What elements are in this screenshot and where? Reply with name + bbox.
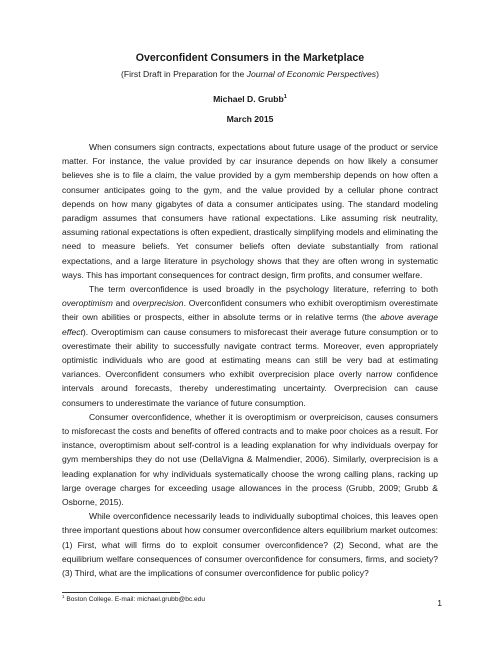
subtitle-journal: Journal of Economic Perspectives (246, 69, 377, 79)
author-name: Michael D. Grubb (213, 94, 284, 104)
footnote-separator (62, 592, 180, 593)
subtitle-text-before: (First Draft in Preparation for the (121, 69, 247, 79)
paragraph-2-text-c: . Overconfident consumers who exhibit overoptimism overestimate their own abilities or prospects, either in absolute terms or in relative terms (the (62, 298, 439, 323)
footnote-mark: 1 (62, 594, 65, 600)
subtitle-text-after: ) (376, 69, 379, 79)
paragraph-2-text-a: The term overconfidence is used broadly in the psychology literature, referring to both (89, 284, 438, 295)
term-above-average-effect: above average effect (62, 312, 438, 337)
paper-subtitle (62, 69, 438, 79)
paragraph-1: When consumers sign contracts, expectations about future usage of the product or service matter. For instance, the value provided by car insurance depends on how likely a consumer believes she is to file a claim, the value provided by a gym membership depends on how often a consumer anticipates going to the gym, and the value provided by a cellular phone contract depends on how many gigabytes of data a consumer anticipates using. The standard modeling paradigm assumes that consumers have rational expectations. Like assuming risk neutrality, assuming rational expectations is often expedient, drastically simplifying models and eliminating the need to measure beliefs. Yet consumer beliefs often deviate substantially from rational expectations, and a large literature in psychology shows that they are often wrong in systematic ways. This has important consequences for contract design, firm profits, and consumer welfare. (62, 142, 438, 280)
paper-title: Overconfident Consumers in the Marketplace (135, 52, 365, 64)
paragraph-2 (62, 282, 438, 410)
author-footnote-mark: 1 (283, 94, 287, 101)
paragraph-2-text-b: and (112, 298, 133, 309)
term-overprecision: overprecision (132, 298, 184, 309)
author-line (62, 94, 438, 104)
term-overoptimism: overoptimism (62, 298, 113, 309)
footnote-text: Boston College. E-mail: michael.grubb@bc.edu (64, 596, 205, 604)
page-number: 1 (437, 598, 442, 608)
paragraph-3: Consumer overconfidence, whether it is overoptimism or overpreicison, causes consumers to misforecast the costs and benefits of offered contracts and to make poor choices as a result. For instance, overoptimism about self-control is a leading explanation for why individuals overpay for gym memberships they do not use (DellaVigna & Malmendier, 2006). Similarly, overprecision is a leading explanation for why individuals systematically choose the wrong calling plans, racking up large overage charges for exceeding usage allowances in the process (Grubb, 2009; Grubb & Osborne, 2015). (62, 411, 438, 508)
paragraph-2-text-d: ). Overoptimism can cause consumers to misforecast their average future consumption or to overestimate their ability to successfully navigate contract terms. Moreover, even appropriately optimistic individuals who are good at estimating means can still be very bad at estimating variances. Overconfident consumers who exhibit overprecision place overly narrow confidence intervals around forecasts, thereby underestimating uncertainty. Overprecision can cause consumers to underestimate the variance of future consumption. (62, 326, 438, 408)
footnote (62, 596, 438, 603)
paper-body (62, 140, 438, 580)
paper-date: March 2015 (226, 114, 274, 124)
paragraph-4: While overconfidence necessarily leads to individually suboptimal choices, this leaves open three important questions about how consumer overconfidence alters equilibrium market outcomes: (1) First, what will firms do to exploit consumer overconfidence? (2) Second, what are the equilibrium welfare consequences of consumer overconfidence for consumers, firms, and society? (3) Third, what are the implications of consumer overconfidence for public policy? (62, 511, 438, 579)
